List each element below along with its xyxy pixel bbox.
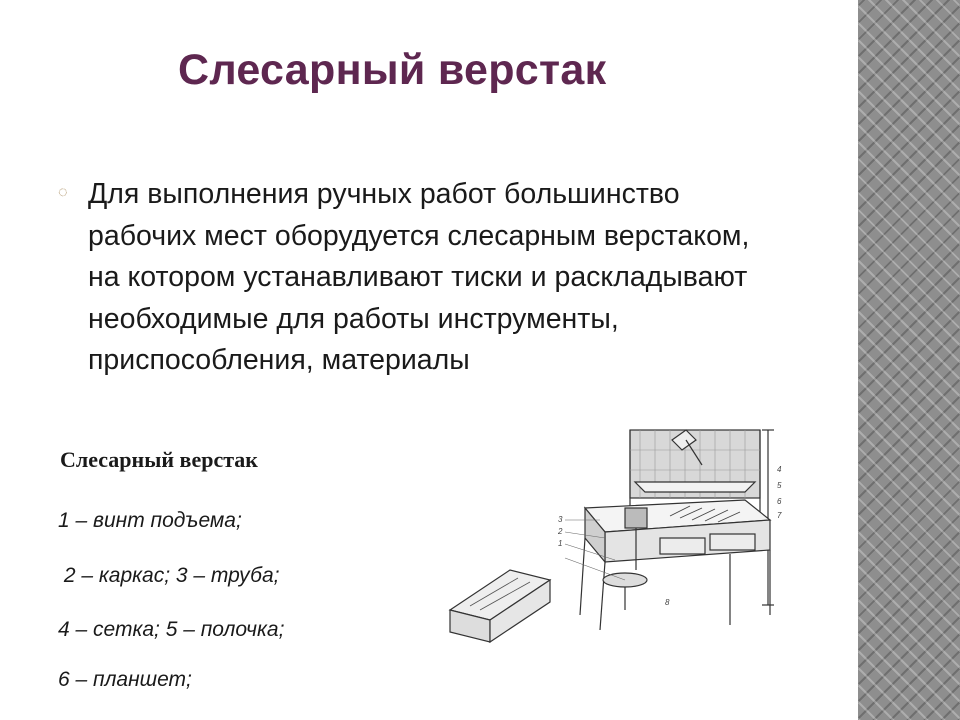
svg-text:8: 8 — [665, 598, 670, 607]
svg-text:1: 1 — [558, 539, 563, 548]
decorative-side-band — [858, 0, 960, 720]
svg-text:6: 6 — [777, 497, 782, 506]
svg-text:3: 3 — [558, 515, 563, 524]
legend-item: 6 – планшет; — [58, 668, 192, 691]
bullet-marker-icon: ◌ — [58, 184, 68, 201]
workbench-illustration-icon — [440, 420, 800, 690]
slide-title: Слесарный верстак — [178, 46, 607, 94]
legend-item: 4 – сетка; 5 – полочка; — [58, 618, 285, 641]
legend-item: 2 – каркас; 3 – труба; — [58, 564, 280, 587]
svg-text:4: 4 — [777, 465, 782, 474]
svg-text:5: 5 — [777, 481, 782, 490]
svg-text:2: 2 — [558, 527, 563, 536]
legend-item: 1 – винт подъема; — [58, 509, 242, 532]
bullet-text: Для выполнения ручных работ большинство рабочих мест оборудуется слесарным верстаком, на котором устанавливают тиски и раскладывают необходимые для работы инструменты, приспособления, материалы — [88, 178, 750, 376]
svg-text:7: 7 — [777, 511, 782, 520]
caption-title: Слесарный верстак — [60, 447, 258, 472]
